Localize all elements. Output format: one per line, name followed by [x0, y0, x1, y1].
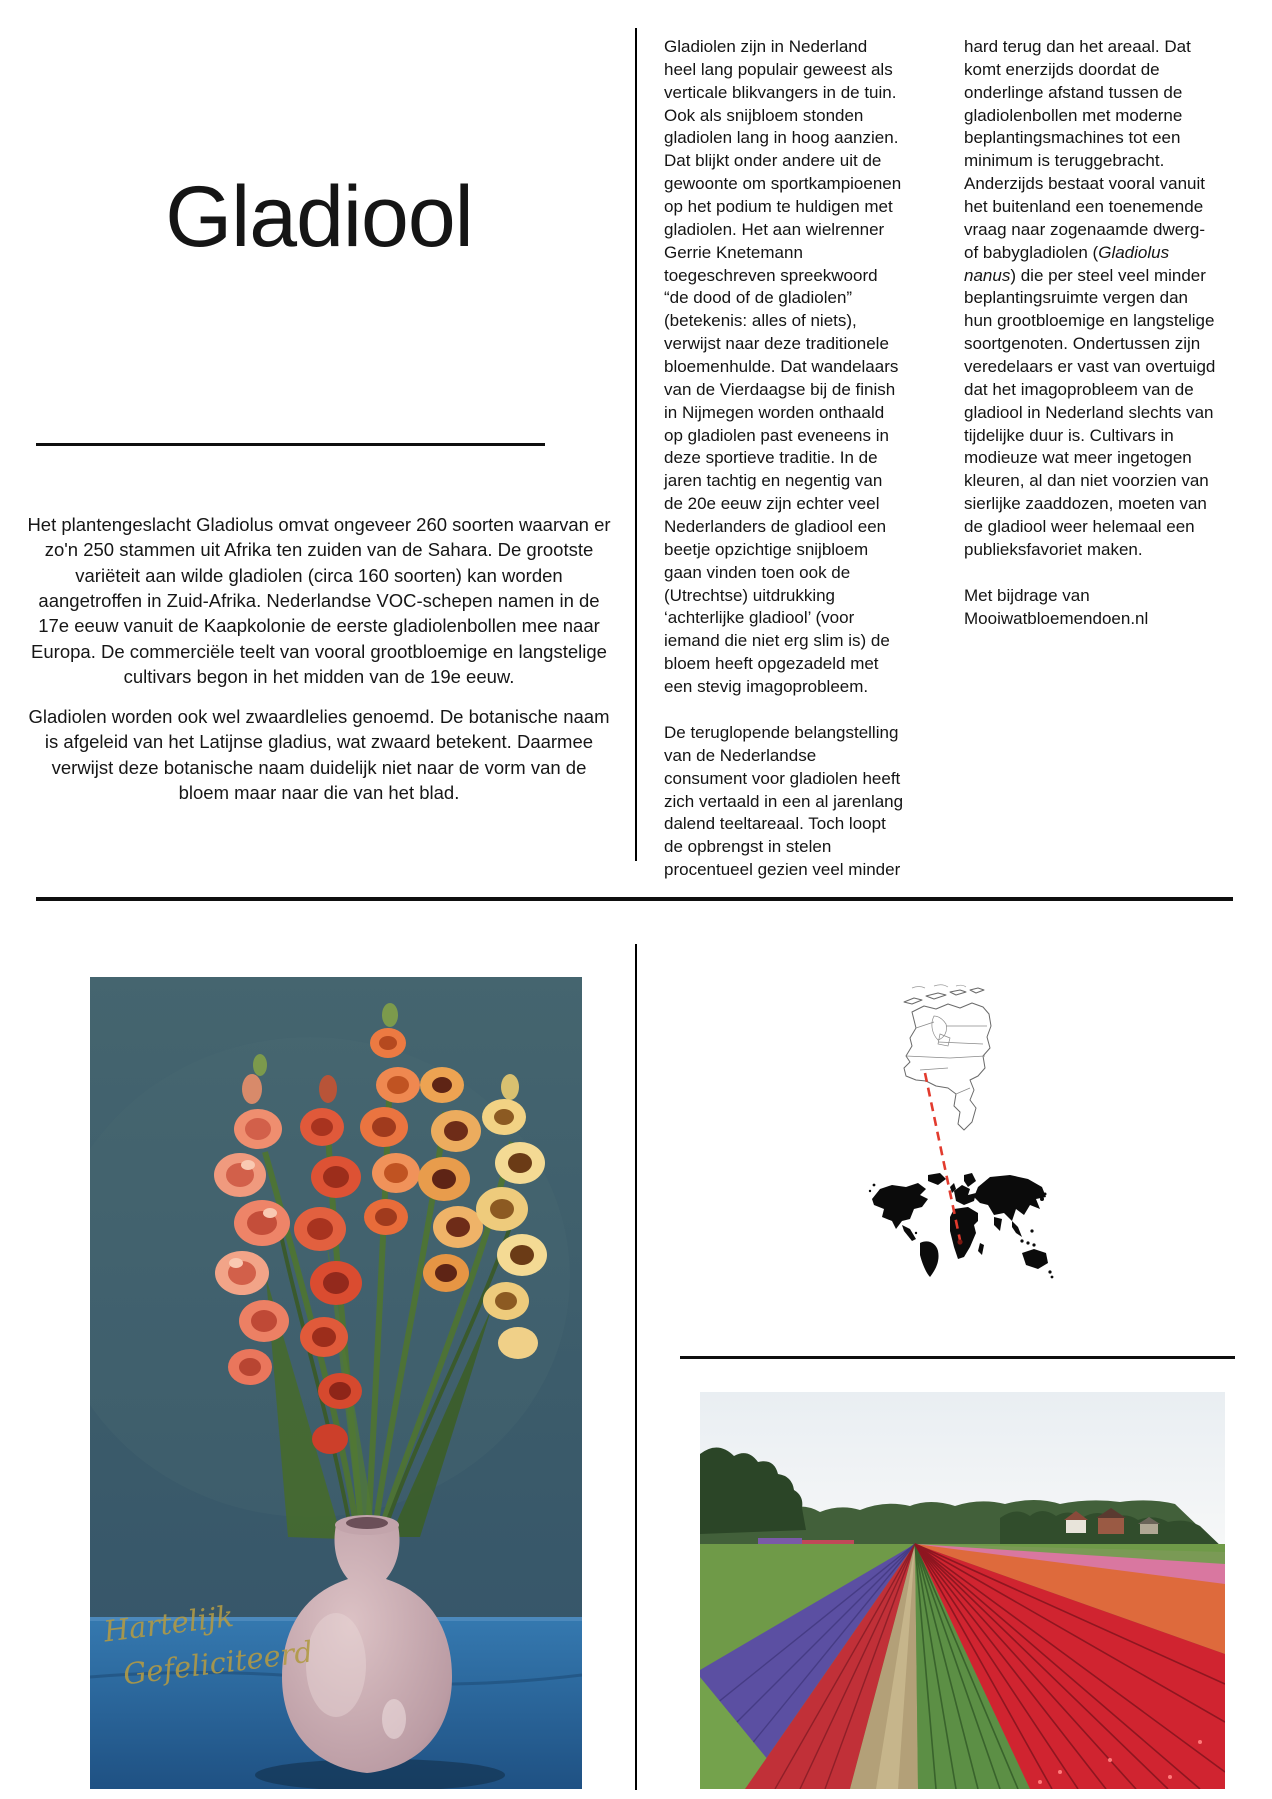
flower-fields-photo: [700, 1392, 1225, 1789]
column2-paragraph-2: De teruglopende belangstelling van de Nederlandse consument voor gladiolen heeft zich vertaald in een al jarenlang dalend teeltareaal. Toch loopt de opbrengst in stelen procentueel gezien veel minder: [664, 722, 904, 880]
section-divider-rule: [36, 897, 1233, 901]
intro-paragraph-1: Het plantengeslacht Gladiolus omvat ongeveer 260 soorten waarvan er zo'n 250 stammen uit Afrika ten zuiden van de Sahara. De grootste variëteit aan wilde gladiolen (circa 160 soorten) kan worden aangetroffen in Zuid-Afrika. Nederlandse VOC-schepen namen in de 17e eeuw vanuit de Kaapkolonie de eerste gladiolenbollen mee naar Europa. De commerciële teelt van vooral grootbloemige en langstelige cultivars begon in het midden van de 19e eeuw.: [27, 514, 611, 688]
intro-paragraph-2: Gladiolen worden ook wel zwaardlelies genoemd. De botanische naam is afgeleid van het Latijnse gladius, wat zwaard betekent. Daarmee verwijst deze botanische naam duidelijk niet naar de vorm van de bloem maar naar die van het blad.: [28, 706, 610, 804]
credit-line-1: Met bijdrage van: [964, 585, 1090, 605]
map-label-marks: [912, 985, 966, 988]
column3-paragraph-1: [964, 36, 1218, 562]
title-divider-rule: [36, 443, 545, 446]
column-divider-bottom: [635, 944, 637, 1790]
photo-divider-rule: [680, 1356, 1235, 1359]
credit-line-2: Mooiwatbloemendoen.nl: [964, 608, 1149, 628]
column3-text-end: ) die per steel veel minder beplantingsruimte vergen dan hun grootbloemige en langstelige soortgenoten. Ondertussen zijn veredelaars er vast van overtuigd dat het imagoprobleem van de gladiool in Nederland slechts van tijdelijke duur is. Cultivars in modieuze wat meer ingetogen kleuren, al dan niet voorzien van sierlijke zaaddozen, moeten van de gladiool weer helemaal een publieksfavoriet maken.: [964, 265, 1216, 559]
handwriting-line-2: Gefeliciteerd: [121, 1634, 315, 1692]
latin-species-name: Gladiolus nanus: [964, 242, 1170, 285]
route-endpoint-dot: [957, 1239, 962, 1244]
column2-paragraph-1: Gladiolen zijn in Nederland heel lang populair geweest als verticale blikvangers in de tuin. Ook als snijbloem stonden gladiolen lang in hoog aanzien. Dat blijkt onder andere uit de gewoonte om sportkampioenen op het podium te huldigen met gladiolen. Het aan wielrenner Gerrie Knetemann toegeschreven spreekwoord “de dood of de gladiolen” (betekenis: alles of niets), verwijst naar deze traditionele bloemenhulde. Dat wandelaars van de Vierdaagse bij de finish in Nijmegen worden onthaald op gladiolen past eveneens in deze sportieve traditie. In de jaren tachtig en negentig van de 20e eeuw zijn echter veel Nederlanders de gladiool een beetje opzichtige snijbloem gaan vinden toen ook de (Utrechtse) uitdrukking ‘achterlijke gladiool’ (voor iemand die niet erg slim is) de bloem heeft opgezadeld met een stevig imagoprobleem.: [664, 37, 902, 697]
handwriting-line-1: Hartelijk: [101, 1598, 236, 1649]
text-column-right: [964, 36, 1218, 653]
credit-block: [964, 585, 1218, 631]
gladiolus-bouquet-photo: [90, 977, 582, 1789]
text-column-middle: [664, 36, 904, 905]
column3-text-start: hard terug dan het areaal. Dat komt enerzijds doordat de onderlinge afstand tussen de gladiolenbollen met moderne beplantingsmachines tot een minimum is teruggebracht. Anderzijds bestaat vooral vanuit het buitenland een toenemende vraag naar zogenaamde dwerg- of babygladiolen (: [964, 37, 1205, 262]
page-title: Gladiool: [165, 169, 473, 265]
column-divider-top: [635, 28, 637, 861]
route-dashed-line: [856, 1040, 996, 1265]
